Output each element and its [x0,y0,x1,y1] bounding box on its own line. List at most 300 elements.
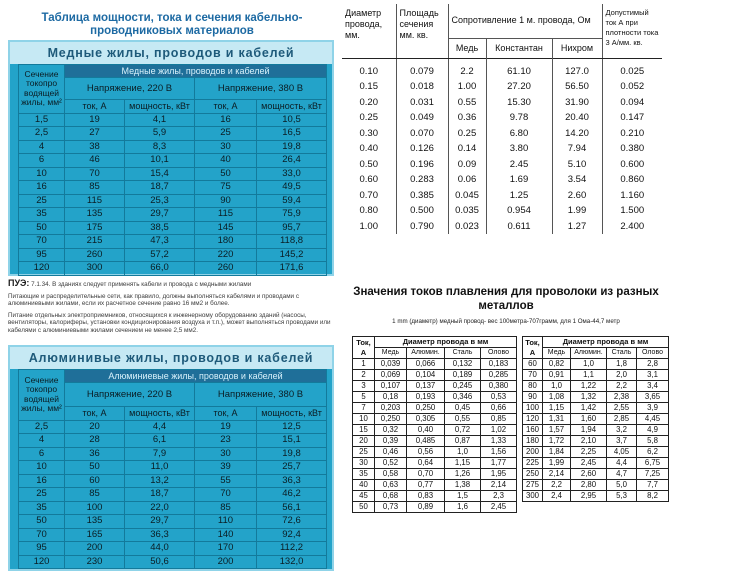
table-cell: 118,8 [257,235,327,249]
table-cell: 0,193 [407,392,445,403]
table-row [523,414,669,425]
table-cell: 120 [19,555,65,569]
table-cell: 0.15 [342,79,396,95]
current-header: ток, А [195,100,257,114]
table-row [342,172,662,188]
table-cell: 0,203 [375,403,407,414]
copper-card-header: Медные жилы, проводов и кабелей [10,42,332,64]
table-cell: 300 [523,491,543,502]
table-cell: 4,4 [125,420,195,434]
table-cell: 0,63 [375,480,407,491]
table-row [353,502,517,513]
table-cell: 0,82 [543,359,571,370]
table-row [523,491,669,502]
table-cell: 0.790 [396,219,448,235]
table-cell: 5,3 [607,491,637,502]
table-cell: 4,4 [607,458,637,469]
table-cell: 0.20 [342,95,396,111]
table-cell: 1,33 [481,436,517,447]
table-cell: 260 [195,262,257,276]
table-cell: 70 [19,528,65,542]
table-cell: 160 [523,425,543,436]
aluminum-header: Алюмин. [407,348,445,359]
table-cell: 1,94 [571,425,607,436]
table-cell: 10,1 [125,154,195,168]
table-cell: 16 [19,181,65,195]
table-cell: 16 [19,474,65,488]
table-row [19,154,327,168]
table-cell: 1,5 [445,491,481,502]
table-cell: 2,80 [571,480,607,491]
table-cell: 57,2 [125,248,195,262]
table-cell: 1,32 [571,392,607,403]
table-row [523,381,669,392]
table-cell: 300 [65,262,125,276]
table-row [19,447,327,461]
table-row [523,403,669,414]
table-row [523,392,669,403]
table-cell: 7 [353,403,375,414]
table-cell: 1,0 [445,447,481,458]
table-cell: 20.40 [552,110,602,126]
table-cell: 1.500 [620,205,645,217]
table-cell: 1,15 [445,458,481,469]
table-cell: 1,8 [607,359,637,370]
nichrome-subheader: Нихром [552,38,602,58]
table-cell: 28 [65,434,125,448]
table-cell: 0.25 [448,126,486,142]
table-cell: 0,66 [481,403,517,414]
table-cell: 3,2 [607,425,637,436]
table-row [19,113,327,127]
table-row [523,436,669,447]
table-cell: 225 [523,458,543,469]
table-cell: 8,3 [125,140,195,154]
table-cell: 70 [65,167,125,181]
table-row [19,555,327,569]
area-header: Площадь сечения мм. кв. [396,4,448,58]
table-cell: 35 [19,208,65,222]
table-cell: 0,132 [445,359,481,370]
table-cell: 1.00 [342,219,396,235]
table-cell: 10 [353,414,375,425]
table-cell: 7.94 [552,141,602,157]
table-cell: 44,0 [125,542,195,556]
table-cell: 2,5 [19,420,65,434]
table-cell: 50 [195,167,257,181]
table-cell: 2,0 [607,370,637,381]
table-cell: 10,5 [257,113,327,127]
table-cell: 0.031 [396,95,448,111]
table-row [353,392,517,403]
table-cell: 2,38 [607,392,637,403]
table-cell: 215 [65,235,125,249]
table-cell: 0.052 [620,81,645,93]
table-cell: 0,485 [407,436,445,447]
table-cell: 0.60 [342,172,396,188]
table-cell: 3,1 [637,370,669,381]
table-cell: 0,58 [375,469,407,480]
table-row [19,542,327,556]
table-cell: 171,6 [257,262,327,276]
table-row [353,414,517,425]
table-cell: 0,069 [375,370,407,381]
table-cell: 1,5 [19,113,65,127]
table-cell: 0,72 [445,425,481,436]
table-row [353,381,517,392]
table-row [19,167,327,181]
notes-title: ПУЭ: [8,278,30,288]
voltage-220-header: Напряжение, 220 В [65,383,195,407]
aluminum-header: Алюмин. [571,348,607,359]
table-cell: 36,3 [257,474,327,488]
section-header: Сечение токопро водящей жилы, мм² [19,370,65,421]
table-cell: 4,9 [637,425,669,436]
table-cell: 0.147 [620,112,645,124]
table-row [523,469,669,480]
table-row [19,515,327,529]
table-cell: 55 [195,474,257,488]
table-cell: 70 [19,235,65,249]
table-cell: 2,55 [607,403,637,414]
table-cell: 18,7 [125,488,195,502]
resistance-table-panel [342,4,662,266]
table-cell: 1,56 [481,447,517,458]
table-cell: 61.10 [486,58,552,79]
table-cell: 56.50 [552,79,602,95]
table-cell: 275 [523,480,543,491]
table-cell: 1.25 [486,188,552,204]
table-cell: 2,45 [481,502,517,513]
table-cell: 6,75 [637,458,669,469]
table-cell: 2,2 [607,381,637,392]
table-cell: 100 [523,403,543,414]
table-cell: 50 [353,502,375,513]
table-cell: 1,26 [445,469,481,480]
table-cell: 2.60 [552,188,602,204]
table-cell: 0,85 [481,414,517,425]
table-cell: 8,2 [637,491,669,502]
table-cell: 39 [195,461,257,475]
table-cell: 1,84 [543,447,571,458]
table-cell: 95,7 [257,221,327,235]
table-cell: 0,346 [445,392,481,403]
table-cell: 132,0 [257,555,327,569]
table-cell: 38 [65,140,125,154]
table-cell: 112,2 [257,542,327,556]
table-cell: 90 [523,392,543,403]
current-header: Ток, А [523,337,543,359]
table-cell: 0.045 [448,188,486,204]
table-cell: 1,42 [571,403,607,414]
table-cell: 19 [65,113,125,127]
table-row [19,181,327,195]
table-cell: 30 [195,140,257,154]
table-row [523,359,669,370]
table-cell: 59,4 [257,194,327,208]
table-cell: 46 [65,154,125,168]
power-header: мощность, кВт [125,407,195,421]
fuse-section [345,286,667,325]
table-cell: 1,60 [571,414,607,425]
table-cell: 170 [195,542,257,556]
table-cell: 0.10 [342,58,396,79]
table-cell: 4,7 [607,469,637,480]
table-cell: 10 [19,167,65,181]
diameter-header: Диаметр провода в мм [375,337,517,348]
table-cell: 4 [19,140,65,154]
table-cell: 50,6 [125,555,195,569]
table-cell: 120 [523,414,543,425]
table-cell: 75,9 [257,208,327,222]
table-cell: 0,137 [407,381,445,392]
fuse-title: Значения токов плавления для проволоки из разных металлов [353,286,659,312]
table-cell: 6,1 [125,434,195,448]
table-cell: 2,4 [543,491,571,502]
table-row [342,126,662,142]
table-cell: 29,7 [125,208,195,222]
diameter-header: Диаметр провода, мм. [342,4,396,58]
table-cell: 0,91 [543,370,571,381]
table-row [342,58,662,79]
table-cell: 200 [65,542,125,556]
table-cell: 0,305 [407,414,445,425]
table-cell: 0.025 [620,66,645,78]
table-cell: 0.079 [396,58,448,79]
table-cell: 45 [353,491,375,502]
table-cell: 0.385 [396,188,448,204]
table-cell: 85 [195,501,257,515]
table-cell: 5,8 [637,436,669,447]
resistance-header: Сопротивление 1 м. провода, Ом [448,4,602,38]
table-cell: 9.78 [486,110,552,126]
table-cell: 0.070 [396,126,448,142]
table-cell: 0,039 [375,359,407,370]
table-cell: 19,8 [257,140,327,154]
table-cell: 70 [523,370,543,381]
table-cell: 22,0 [125,501,195,515]
table-cell: 0,87 [445,436,481,447]
table-cell: 95 [19,248,65,262]
table-cell: 135 [65,208,125,222]
table-cell: 15 [353,425,375,436]
table-cell: 5.10 [552,157,602,173]
table-cell: 0.09 [448,157,486,173]
table-cell: 36 [65,447,125,461]
table-cell: 1.69 [486,172,552,188]
steel-header: Сталь [607,348,637,359]
table-row [19,488,327,502]
table-cell: 56,1 [257,501,327,515]
table-cell: 0.018 [396,79,448,95]
table-cell: 2.45 [486,157,552,173]
table-cell: 0,55 [445,414,481,425]
table-row [353,480,517,491]
power-header: мощность, кВт [257,100,327,114]
aluminum-card-header: Алюминивые жилы, проводов и кабелей [10,347,332,369]
table-row [523,447,669,458]
table-row [19,235,327,249]
table-cell: 0,89 [407,502,445,513]
table-cell: 19 [195,420,257,434]
table-cell: 180 [195,235,257,249]
table-cell: 50 [19,221,65,235]
table-cell: 0.40 [342,141,396,157]
table-cell: 0,56 [407,447,445,458]
table-cell: 115 [195,208,257,222]
allowed-current-header: Допустимый ток А при плотности тока 3 А/мм. кв. [602,4,662,58]
table-cell: 0.196 [396,157,448,173]
table-cell: 27.20 [486,79,552,95]
table-row [19,208,327,222]
table-cell: 0.035 [448,203,486,219]
table-cell: 120 [19,262,65,276]
table-row [353,403,517,414]
table-row [19,461,327,475]
table-cell: 135 [65,515,125,529]
table-cell: 0,380 [481,381,517,392]
table-cell: 0,52 [375,458,407,469]
table-cell: 2,25 [571,447,607,458]
table-cell: 0.860 [620,174,645,186]
table-cell: 2,60 [571,469,607,480]
table-cell: 2.400 [620,220,645,232]
table-cell: 4 [19,434,65,448]
steel-header: Сталь [445,348,481,359]
table-cell: 1,72 [543,436,571,447]
table-cell: 0,77 [407,480,445,491]
table-row [523,425,669,436]
table-cell: 2,10 [571,436,607,447]
table-cell: 85 [65,488,125,502]
table-cell: 85 [65,181,125,195]
table-cell: 180 [523,436,543,447]
table-cell: 1.27 [552,219,602,235]
table-cell: 27 [65,127,125,141]
table-cell: 1,0 [543,381,571,392]
aluminum-caption: Алюминиевые жилы, проводов и кабелей [65,370,327,383]
table-cell: 100 [65,501,125,515]
table-cell: 5,0 [607,480,637,491]
table-cell: 140 [195,528,257,542]
aluminum-table [18,369,327,569]
table-cell: 26,4 [257,154,327,168]
table-row [19,248,327,262]
table-cell: 3,65 [637,392,669,403]
table-cell: 4,45 [637,414,669,425]
table-cell: 1,95 [481,469,517,480]
table-cell: 0,68 [375,491,407,502]
table-cell: 2,45 [571,458,607,469]
table-cell: 0,104 [407,370,445,381]
table-cell: 31.90 [552,95,602,111]
table-cell: 0,73 [375,502,407,513]
table-cell: 50 [65,461,125,475]
table-cell: 0,64 [407,458,445,469]
table-cell: 0,189 [445,370,481,381]
table-cell: 25 [195,127,257,141]
table-cell: 1,77 [481,458,517,469]
table-row [342,157,662,173]
table-cell: 70 [195,488,257,502]
table-cell: 7,7 [637,480,669,491]
table-row [523,480,669,491]
table-row [342,141,662,157]
note-line: Питание отдельных электроприемников, относящихся к инженерному оборудованию зданий (насосы, вентиляторы, калориферы, установки кондиционирования воздуха и т.п.), может выполняться проводами или кабелями с алюминиевыми жилами сечением не менее 2,5 мм2. [8,311,331,334]
table-cell: 6,2 [637,447,669,458]
fuse-subtitle: 1 mm (диаметр) медный провод- вес 100метра-707грамм, для 1 Ома-44,7 метр [392,318,620,325]
table-row [19,262,327,276]
table-cell: 36,3 [125,528,195,542]
table-cell: 5,9 [125,127,195,141]
diameter-header: Диаметр провода в мм [543,337,669,348]
table-cell: 0.06 [448,172,486,188]
table-cell: 2.2 [448,58,486,79]
aluminum-card [8,345,334,571]
table-cell: 25 [19,194,65,208]
tin-header: Олово [637,348,669,359]
table-cell: 1.160 [620,189,645,201]
table-cell: 2 [353,370,375,381]
fuse-table-left [352,336,517,513]
table-row [353,359,517,370]
table-cell: 1,99 [543,458,571,469]
table-cell: 33,0 [257,167,327,181]
table-cell: 12,5 [257,420,327,434]
table-cell: 3,7 [607,436,637,447]
table-row [19,127,327,141]
table-cell: 0,70 [407,469,445,480]
table-row [19,194,327,208]
table-row [19,420,327,434]
table-cell: 145,2 [257,248,327,262]
table-cell: 30 [195,447,257,461]
table-cell: 0,250 [407,403,445,414]
table-cell: 80 [523,381,543,392]
table-cell: 6 [19,447,65,461]
tin-header: Олово [481,348,517,359]
table-cell: 110 [195,515,257,529]
table-row [19,501,327,515]
table-row [353,436,517,447]
voltage-380-header: Напряжение, 380 В [195,78,327,100]
table-cell: 20 [65,420,125,434]
table-cell: 1,08 [543,392,571,403]
table-cell: 46,2 [257,488,327,502]
table-cell: 3,9 [637,403,669,414]
table-cell: 0,39 [375,436,407,447]
table-cell: 16,5 [257,127,327,141]
table-cell: 250 [523,469,543,480]
table-cell: 13,2 [125,474,195,488]
table-cell: 145 [195,221,257,235]
table-cell: 7,25 [637,469,669,480]
table-cell: 0.14 [448,141,486,157]
table-cell: 25,7 [257,461,327,475]
copper-aluminum-panel [0,0,338,578]
table-cell: 1,38 [445,480,481,491]
table-cell: 25,3 [125,194,195,208]
table-cell: 200 [523,447,543,458]
table-cell: 3.80 [486,141,552,157]
table-cell: 15,4 [125,167,195,181]
table-cell: 230 [65,555,125,569]
table-cell: 1,31 [543,414,571,425]
table-cell: 95 [19,542,65,556]
current-header: ток, А [65,407,125,421]
table-cell: 25 [353,447,375,458]
current-header: ток, А [65,100,125,114]
